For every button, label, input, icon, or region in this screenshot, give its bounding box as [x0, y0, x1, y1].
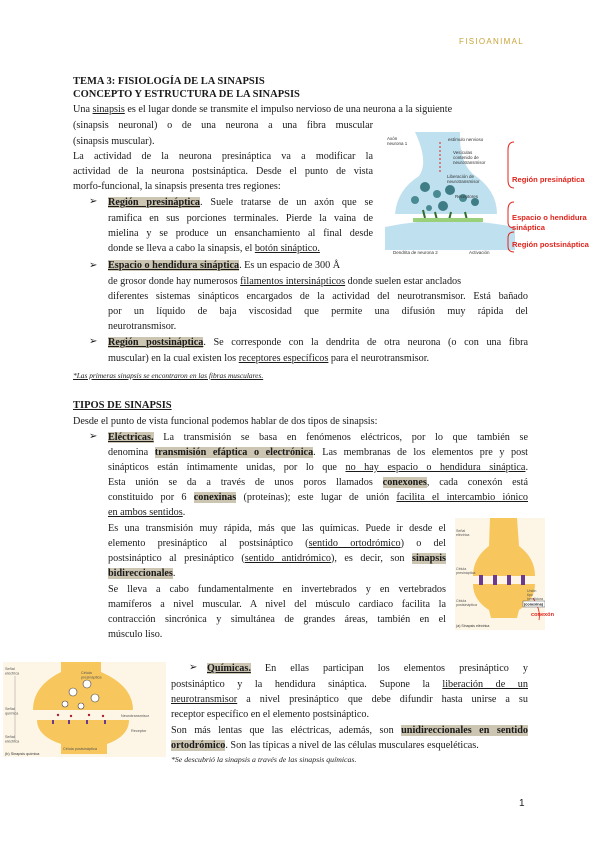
- fig3-label-recep: Receptor: [131, 729, 147, 733]
- electric-line-7: Es una transmisión muy rápida, más que las químicas. Puede ir desde el: [108, 523, 446, 534]
- region-cleft-line-2: de grosor donde hay numerosos filamentos intersinápticos donde suelen estar anclados: [108, 276, 462, 287]
- running-header: FISIOANIMAL: [459, 37, 524, 46]
- svg-text:Señaleléctrica: Señal eléctrica: [5, 667, 20, 676]
- electric-line-9: postsináptico al presináptico (sentido antidrómico), es decir, son sinapsis: [108, 553, 447, 564]
- bullet-arrow-icon: ➢: [89, 336, 98, 347]
- region-post-line-1: Región postsináptica. Se corresponde con la dendrita de otra neurona (o con una fibra: [108, 337, 529, 348]
- page-number: 1: [519, 798, 525, 809]
- fig1-label-release: Liberación de neurotransmisor: [447, 174, 480, 184]
- region-cleft-line-1: Espacio o hendidura sináptica. Es un espacio de 300 Å: [108, 260, 341, 271]
- fig2-label-conexina: (conexina): [524, 602, 543, 607]
- chemical-line-4: receptor específico en el elemento postsináptico.: [171, 709, 370, 720]
- region-pre-line-1: Región presináptica. Suele tratarse de un axón que se: [108, 197, 373, 208]
- footnote-chemical: *Se descubrió la sinapsis a través de las sinapsis químicas.: [171, 755, 357, 764]
- electric-line-5: constituido por 6 conexinas (proteínas); este lugar de unión facilita el intercambio iónico: [108, 492, 529, 503]
- region-pre-line-2: ramifica en sus porciones terminales. Pierde la vaina de: [108, 213, 373, 224]
- annot-postsynaptic: Región postsináptica: [512, 240, 589, 249]
- chemical-line-1: Químicas. En ellas participan los elementos presináptico y: [207, 663, 528, 674]
- intro-line-4: La actividad de la neurona presináptica va a modificar la: [73, 151, 373, 162]
- bullet-arrow-icon: ➢: [189, 662, 198, 673]
- svg-text:Señaleléctrica: Señal eléctrica: [5, 735, 20, 744]
- electric-line-13: contracción sincrónica y simultánea de grandes áreas, también en el: [108, 614, 446, 625]
- fig2-label-post: Célula postsináptica: [456, 599, 477, 607]
- intro-line-6: morfo-funcional, la sinapsis presenta tres regiones:: [73, 181, 281, 192]
- fig3-label-neuro: Neurotransmisor: [121, 714, 150, 718]
- region-pre-line-3: mielina y se produce un ensanchamiento al final desde: [108, 228, 373, 239]
- footnote-muscle: *Las primeras sinapsis se encontraron en las fibras musculares.: [73, 371, 264, 380]
- bullet-arrow-icon: ➢: [89, 431, 98, 442]
- electric-line-8: elemento presináptico al postsináptico (sentido ortodrómico) o del: [108, 538, 446, 549]
- term-sinapsis: sinapsis: [92, 104, 125, 115]
- region-pre-line-4: donde se lleva a cabo la sinapsis, el botón sináptico.: [108, 243, 320, 254]
- types-intro: Desde el punto de vista funcional podemos hablar de dos tipos de sinapsis:: [73, 416, 378, 427]
- electric-line-1: Eléctricas. La transmisión se basa en fenómenos eléctricos, por lo que también se: [108, 432, 528, 443]
- svg-text:Señaleléctrica: Señal eléctrica: [456, 529, 470, 537]
- fig2-label-prec: Célula presináptica: [456, 567, 476, 575]
- intro-line-5: actividad de la neurona postsináptica. Desde el punto de vista: [73, 166, 373, 177]
- fig1-label-dendrite: Dendrita de neurona 2: [393, 250, 438, 255]
- chemical-synapse-figure: [3, 662, 166, 757]
- annot-conexon: conexón: [531, 612, 555, 618]
- annot-presynaptic: Región presináptica: [512, 175, 585, 184]
- electric-line-10: bidireccionales.: [108, 568, 176, 579]
- chemical-line-2: postsináptico y la hendidura sináptica. Supone la liberación de un: [171, 679, 528, 690]
- electric-line-2: denomina transmisión efáptica o electrónica. Las membranas de los elementos pre y post: [108, 447, 528, 458]
- fig1-label-activation: Activación: [469, 250, 490, 255]
- bullet-arrow-icon: ➢: [89, 196, 98, 207]
- electric-line-12: mamíferos a nivel muscular. A nivel del músculo cardiaco facilita la: [108, 599, 446, 610]
- chapter-title: TEMA 3: FISIOLOGÍA DE LA SINAPSIS: [73, 76, 265, 87]
- fig1-label-stimulus: estímulo nervioso: [448, 137, 484, 142]
- intro-line-1: Una sinapsis es el lugar donde se transmite el impulso nervioso de una neurona a la siguiente: [73, 104, 453, 115]
- chemical-line-5: Son más lentas que las eléctricas, además, son unidireccionales en sentido: [171, 725, 528, 736]
- region-cleft-line-5: neurotransmisor.: [108, 321, 177, 332]
- fig1-label-receptors: Receptores: [455, 194, 479, 199]
- bullet-arrow-icon: ➢: [89, 260, 98, 271]
- section-title: CONCEPTO Y ESTRUCTURA DE LA SINAPSIS: [73, 89, 300, 100]
- intro-line-3: (sinapsis muscular).: [73, 136, 155, 147]
- types-title: TIPOS DE SINAPSIS: [73, 400, 172, 411]
- electric-line-11: Se lleva a cabo fundamentalmente en invertebrados y en vertebrados: [108, 584, 446, 595]
- fig3-label-prec: Célula presináptica: [81, 671, 102, 680]
- red-brace-icon: [506, 140, 516, 254]
- fig2-label-gap: Unión tipo hendidura: [527, 589, 543, 601]
- region-cleft-line-4: por un líquido de baja viscosidad que permite una difusión muy rápida del: [108, 306, 528, 317]
- chemical-line-6: ortodrómico. Son las típicas a nivel de las células musculares esqueléticas.: [171, 740, 479, 751]
- electric-line-4: Esta unión se da a través de unos poros llamados conexones, cada conexón está: [108, 477, 528, 488]
- electric-line-6: en ambos sentidos.: [108, 507, 186, 518]
- annot-cleft: Espacio o hendidura sináptica: [512, 213, 587, 232]
- fig1-label-vesicles: Vesículas contenido de neurotransmisor: [453, 150, 486, 165]
- intro-line-2: (sinapsis neuronal) o de una neurona a una fibra muscular: [73, 120, 373, 131]
- fig1-label-axon: Axón neurona 1: [387, 136, 408, 146]
- region-post-line-2: muscular) en la cual existen los receptores específicos para el neurotransmisor.: [108, 353, 430, 364]
- electric-line-3: sinápticos están íntimamente unidas, por lo que no hay espacio o hendidura sináptica.: [108, 462, 528, 473]
- fig3-caption: (b) Sinapsis química: [5, 752, 40, 756]
- electric-line-14: músculo liso.: [108, 629, 163, 640]
- chemical-line-3: neurotransmisor a nivel presináptico que debe difundir hasta unirse a su: [171, 694, 528, 705]
- fig2-caption: (a) Sinapsis eléctrica: [456, 624, 490, 628]
- region-cleft-line-3: diferentes sistemas sinápticos encargados de la actividad del neurotransmisor. Está bañado: [108, 291, 528, 302]
- fig3-label-post: Célula postsináptica: [63, 747, 97, 751]
- fig3-label-chem: Señal química: [5, 707, 19, 716]
